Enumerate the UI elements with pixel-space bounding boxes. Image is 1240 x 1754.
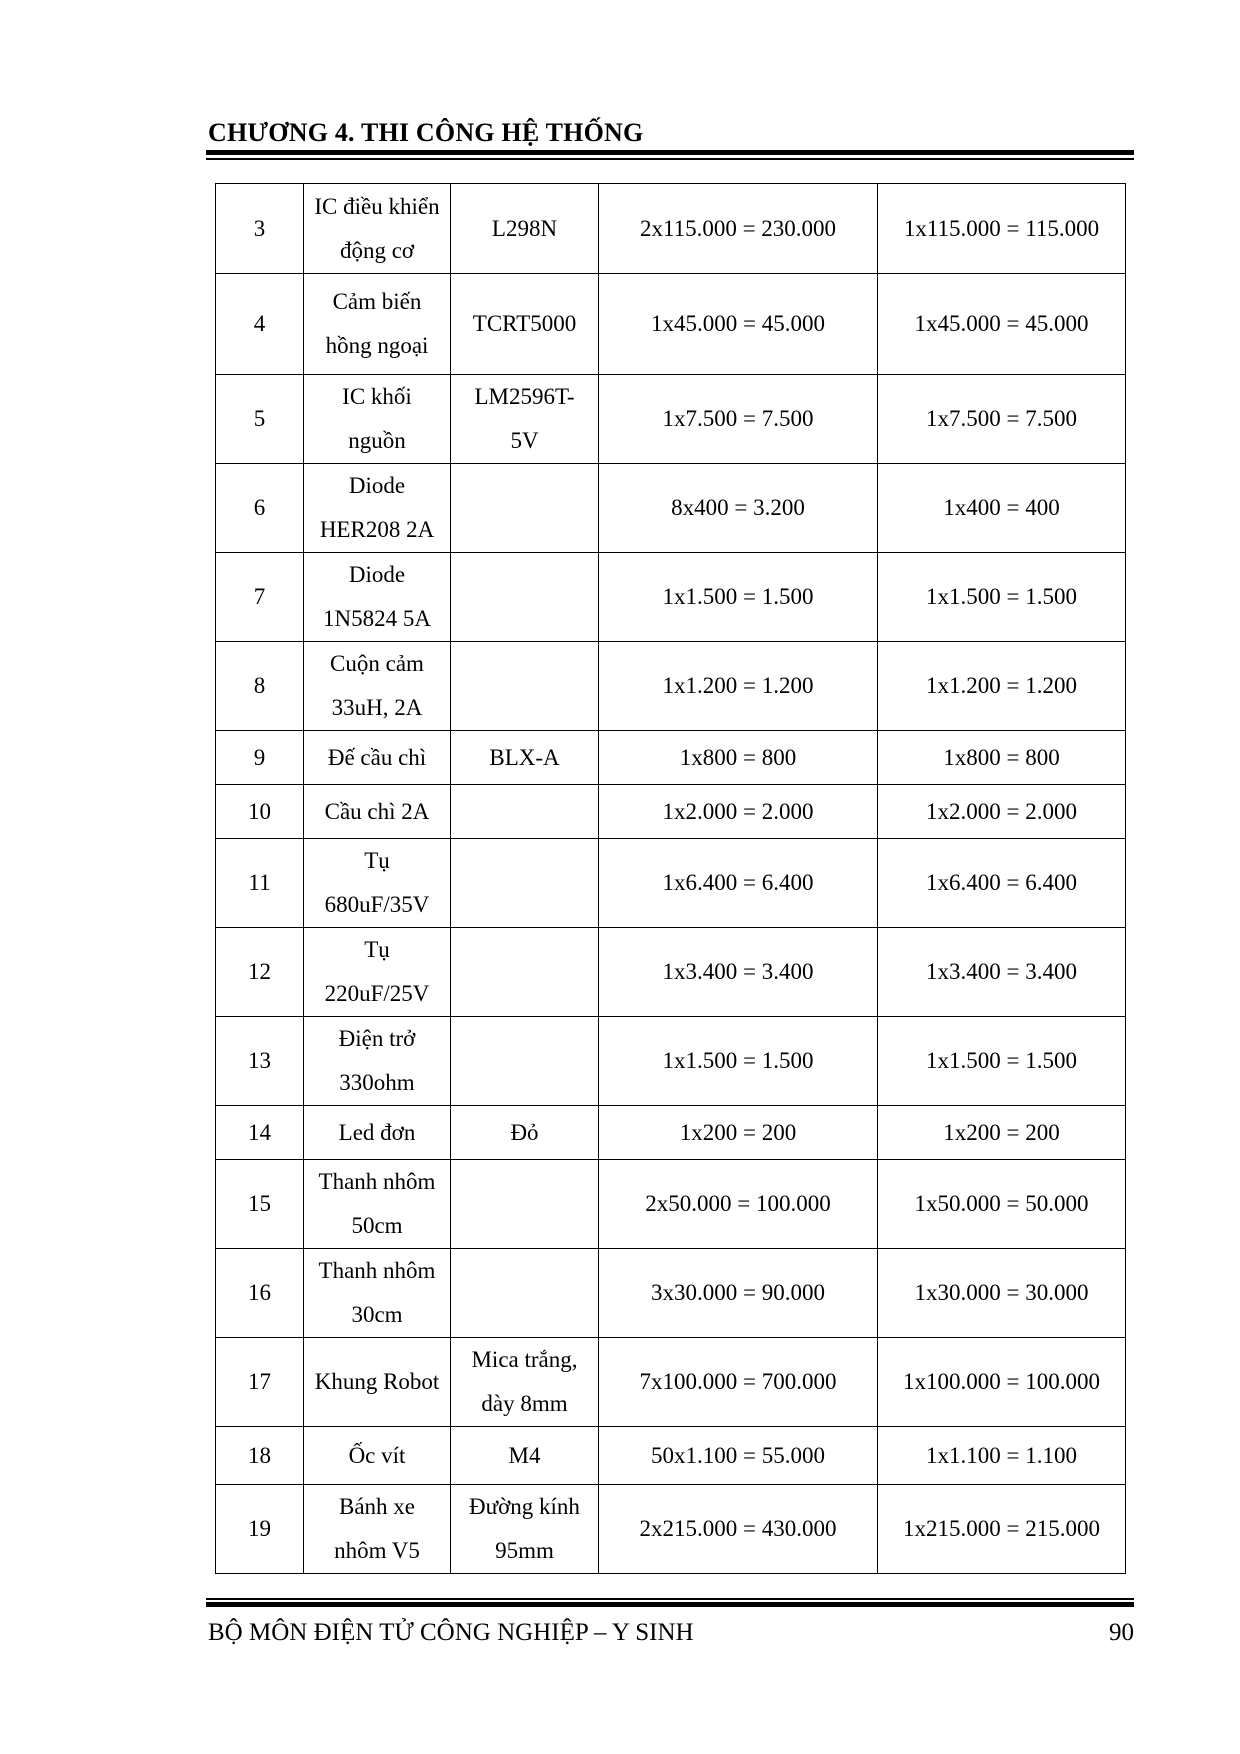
row-number-cell: 14 [216, 1106, 304, 1160]
footer-rule-thin [206, 1598, 1134, 1600]
total-cost-cell: 2x215.000 = 430.000 [599, 1485, 878, 1574]
item-name-cell: IC khối nguồn [304, 375, 451, 464]
item-model-cell [451, 642, 599, 731]
item-model-cell: Đường kính 95mm [451, 1485, 599, 1574]
row-number-cell: 7 [216, 553, 304, 642]
table-row [216, 1338, 1126, 1427]
total-cost-cell: 1x2.000 = 2.000 [599, 785, 878, 839]
item-model-cell [451, 464, 599, 553]
item-model-cell [451, 1160, 599, 1249]
table-row [216, 1106, 1126, 1160]
item-model-cell: LM2596T- 5V [451, 375, 599, 464]
row-number-cell: 13 [216, 1017, 304, 1106]
table-row [216, 1160, 1126, 1249]
table-row [216, 642, 1126, 731]
unit-cost-cell: 1x115.000 = 115.000 [878, 184, 1126, 274]
row-number-cell: 4 [216, 274, 304, 375]
total-cost-cell: 1x200 = 200 [599, 1106, 878, 1160]
unit-cost-cell: 1x1.200 = 1.200 [878, 642, 1126, 731]
item-model-cell: Mica trắng, dày 8mm [451, 1338, 599, 1427]
footer-rule-thick [206, 1602, 1134, 1607]
item-model-cell [451, 1249, 599, 1338]
total-cost-cell: 2x50.000 = 100.000 [599, 1160, 878, 1249]
total-cost-cell: 2x115.000 = 230.000 [599, 184, 878, 274]
row-number-cell: 5 [216, 375, 304, 464]
item-model-cell [451, 553, 599, 642]
item-name-cell: Khung Robot [304, 1338, 451, 1427]
total-cost-cell: 1x3.400 = 3.400 [599, 928, 878, 1017]
item-name-cell: Diode 1N5824 5A [304, 553, 451, 642]
unit-cost-cell: 1x100.000 = 100.000 [878, 1338, 1126, 1427]
item-name-cell: Tụ 220uF/25V [304, 928, 451, 1017]
table-row [216, 1427, 1126, 1485]
row-number-cell: 16 [216, 1249, 304, 1338]
item-model-cell [451, 928, 599, 1017]
row-number-cell: 11 [216, 839, 304, 928]
page-number: 90 [1109, 1619, 1134, 1646]
row-number-cell: 19 [216, 1485, 304, 1574]
item-model-cell: M4 [451, 1427, 599, 1485]
row-number-cell: 18 [216, 1427, 304, 1485]
unit-cost-cell: 1x200 = 200 [878, 1106, 1126, 1160]
total-cost-cell: 50x1.100 = 55.000 [599, 1427, 878, 1485]
item-name-cell: Bánh xe nhôm V5 [304, 1485, 451, 1574]
item-name-cell: Tụ 680uF/35V [304, 839, 451, 928]
total-cost-cell: 1x1.500 = 1.500 [599, 1017, 878, 1106]
row-number-cell: 17 [216, 1338, 304, 1427]
row-number-cell: 9 [216, 731, 304, 785]
row-number-cell: 10 [216, 785, 304, 839]
total-cost-cell: 1x1.200 = 1.200 [599, 642, 878, 731]
table-row [216, 1485, 1126, 1574]
item-name-cell: Điện trở 330ohm [304, 1017, 451, 1106]
row-number-cell: 6 [216, 464, 304, 553]
table-row [216, 184, 1126, 274]
table-row [216, 274, 1126, 375]
row-number-cell: 15 [216, 1160, 304, 1249]
total-cost-cell: 3x30.000 = 90.000 [599, 1249, 878, 1338]
row-number-cell: 3 [216, 184, 304, 274]
row-number-cell: 8 [216, 642, 304, 731]
unit-cost-cell: 1x1.500 = 1.500 [878, 1017, 1126, 1106]
unit-cost-cell: 1x1.100 = 1.100 [878, 1427, 1126, 1485]
unit-cost-cell: 1x7.500 = 7.500 [878, 375, 1126, 464]
unit-cost-cell: 1x50.000 = 50.000 [878, 1160, 1126, 1249]
unit-cost-cell: 1x1.500 = 1.500 [878, 553, 1126, 642]
item-name-cell: Cuộn cảm 33uH, 2A [304, 642, 451, 731]
unit-cost-cell: 1x30.000 = 30.000 [878, 1249, 1126, 1338]
header-rule-thin [206, 158, 1134, 160]
total-cost-cell: 1x7.500 = 7.500 [599, 375, 878, 464]
unit-cost-cell: 1x3.400 = 3.400 [878, 928, 1126, 1017]
item-name-cell: IC điều khiển động cơ [304, 184, 451, 274]
item-model-cell: TCRT5000 [451, 274, 599, 375]
table-row [216, 464, 1126, 553]
unit-cost-cell: 1x400 = 400 [878, 464, 1126, 553]
item-name-cell: Cảm biến hồng ngoại [304, 274, 451, 375]
total-cost-cell: 7x100.000 = 700.000 [599, 1338, 878, 1427]
item-name-cell: Đế cầu chì [304, 731, 451, 785]
item-name-cell: Ốc vít [304, 1427, 451, 1485]
unit-cost-cell: 1x800 = 800 [878, 731, 1126, 785]
item-name-cell: Cầu chì 2A [304, 785, 451, 839]
table-row [216, 785, 1126, 839]
unit-cost-cell: 1x215.000 = 215.000 [878, 1485, 1126, 1574]
unit-cost-cell: 1x45.000 = 45.000 [878, 274, 1126, 375]
item-model-cell [451, 839, 599, 928]
table-row [216, 1017, 1126, 1106]
item-name-cell: Diode HER208 2A [304, 464, 451, 553]
unit-cost-cell: 1x2.000 = 2.000 [878, 785, 1126, 839]
row-number-cell: 12 [216, 928, 304, 1017]
item-name-cell: Thanh nhôm 50cm [304, 1160, 451, 1249]
total-cost-cell: 8x400 = 3.200 [599, 464, 878, 553]
parts-cost-table [215, 183, 1126, 1574]
table-row [216, 375, 1126, 464]
table-row [216, 731, 1126, 785]
item-model-cell [451, 785, 599, 839]
total-cost-cell: 1x1.500 = 1.500 [599, 553, 878, 642]
item-name-cell: Thanh nhôm 30cm [304, 1249, 451, 1338]
table-row [216, 928, 1126, 1017]
table-row [216, 1249, 1126, 1338]
item-model-cell [451, 1017, 599, 1106]
chapter-title: CHƯƠNG 4. THI CÔNG HỆ THỐNG [208, 118, 644, 147]
total-cost-cell: 1x6.400 = 6.400 [599, 839, 878, 928]
total-cost-cell: 1x45.000 = 45.000 [599, 274, 878, 375]
table-row [216, 839, 1126, 928]
item-model-cell: Đỏ [451, 1106, 599, 1160]
item-name-cell: Led đơn [304, 1106, 451, 1160]
header-rule-thick [206, 150, 1134, 155]
table-row [216, 553, 1126, 642]
department-name: BỘ MÔN ĐIỆN TỬ CÔNG NGHIỆP – Y SINH [208, 1619, 694, 1646]
unit-cost-cell: 1x6.400 = 6.400 [878, 839, 1126, 928]
item-model-cell: L298N [451, 184, 599, 274]
item-model-cell: BLX-A [451, 731, 599, 785]
total-cost-cell: 1x800 = 800 [599, 731, 878, 785]
